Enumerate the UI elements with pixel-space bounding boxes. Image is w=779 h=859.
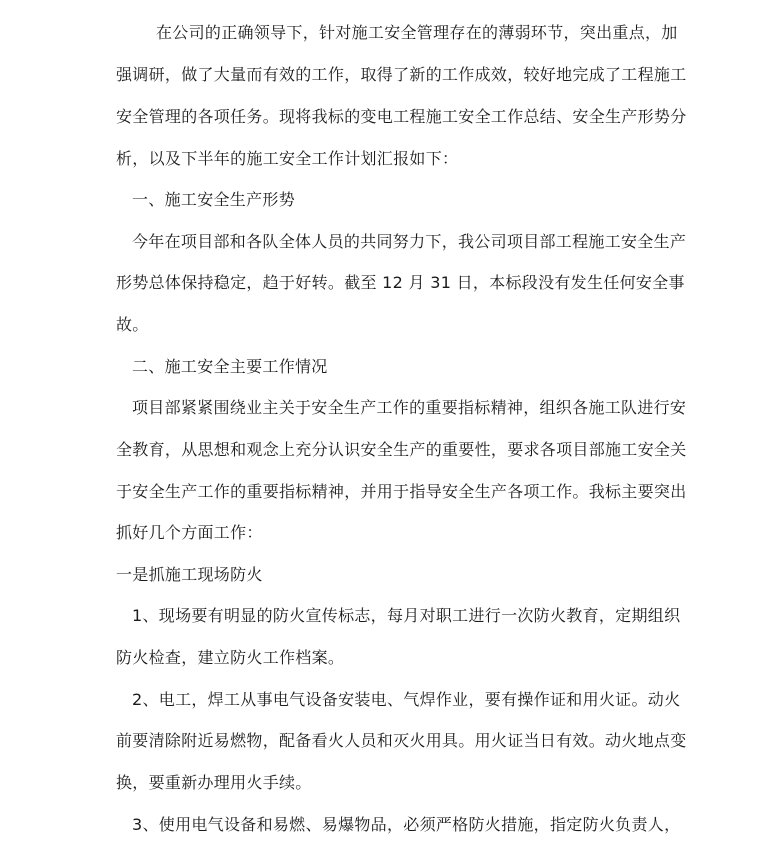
paragraph-2-line-1: 今年在项目部和各队全体人员的共同努力下，我公司项目部工程施工安全生产 — [132, 232, 687, 251]
paragraph-1-line-4: 析，以及下半年的施工安全工作计划汇报如下： — [116, 149, 459, 168]
paragraph-1-line-3: 安全管理的各项任务。现将我标的变电工程施工安全工作总结、安全生产形势分 — [116, 107, 687, 126]
paragraph-3-line-2: 全教育，从思想和观念上充分认识安全生产的重要性，要求各项目部施工安全关 — [116, 440, 687, 459]
paragraph-3-line-3: 于安全生产工作的重要指标精神，并用于指导安全生产各项工作。我标主要突出 — [116, 482, 687, 501]
section-heading-2: 二、施工安全主要工作情况 — [132, 357, 328, 376]
section-heading-1: 一、施工安全生产形势 — [132, 190, 296, 209]
item-1-line-2: 防火检查，建立防火工作档案。 — [116, 648, 345, 667]
item-1-line-1: 1、现场要有明显的防火宣传标志，每月对职工进行一次防火教育，定期组织 — [132, 606, 681, 625]
item-2-line-3: 换，要重新办理用火手续。 — [116, 773, 312, 792]
paragraph-3-line-1: 项目部紧紧围绕业主关于安全生产工作的重要指标精神，组织各施工队进行安 — [132, 398, 687, 417]
paragraph-1-line-2: 强调研，做了大量而有效的工作，取得了新的工作成效，较好地完成了工程施工 — [116, 65, 687, 84]
item-2-line-1: 2、电工，焊工从事电气设备安装电、气焊作业，要有操作证和用火证。动火 — [132, 690, 681, 709]
paragraph-1-line-1: 在公司的正确领导下，针对施工安全管理存在的薄弱环节，突出重点，加 — [156, 23, 678, 42]
item-2-line-2: 前要清除附近易燃物，配备看火人员和灭火用具。用火证当日有效。动火地点变 — [116, 731, 687, 750]
paragraph-2-line-3: 故。 — [116, 315, 149, 334]
item-3-line-1: 3、使用电气设备和易燃、易爆物品，必须严格防火措施，指定防火负责人， — [132, 815, 681, 834]
subheading-fire-prevention: 一是抓施工现场防火 — [116, 565, 263, 584]
paragraph-2-line-2: 形势总体保持稳定，趋于好转。截至 12 月 31 日，本标段没有发生任何安全事 — [116, 273, 685, 292]
paragraph-3-line-4: 抓好几个方面工作： — [116, 523, 263, 542]
